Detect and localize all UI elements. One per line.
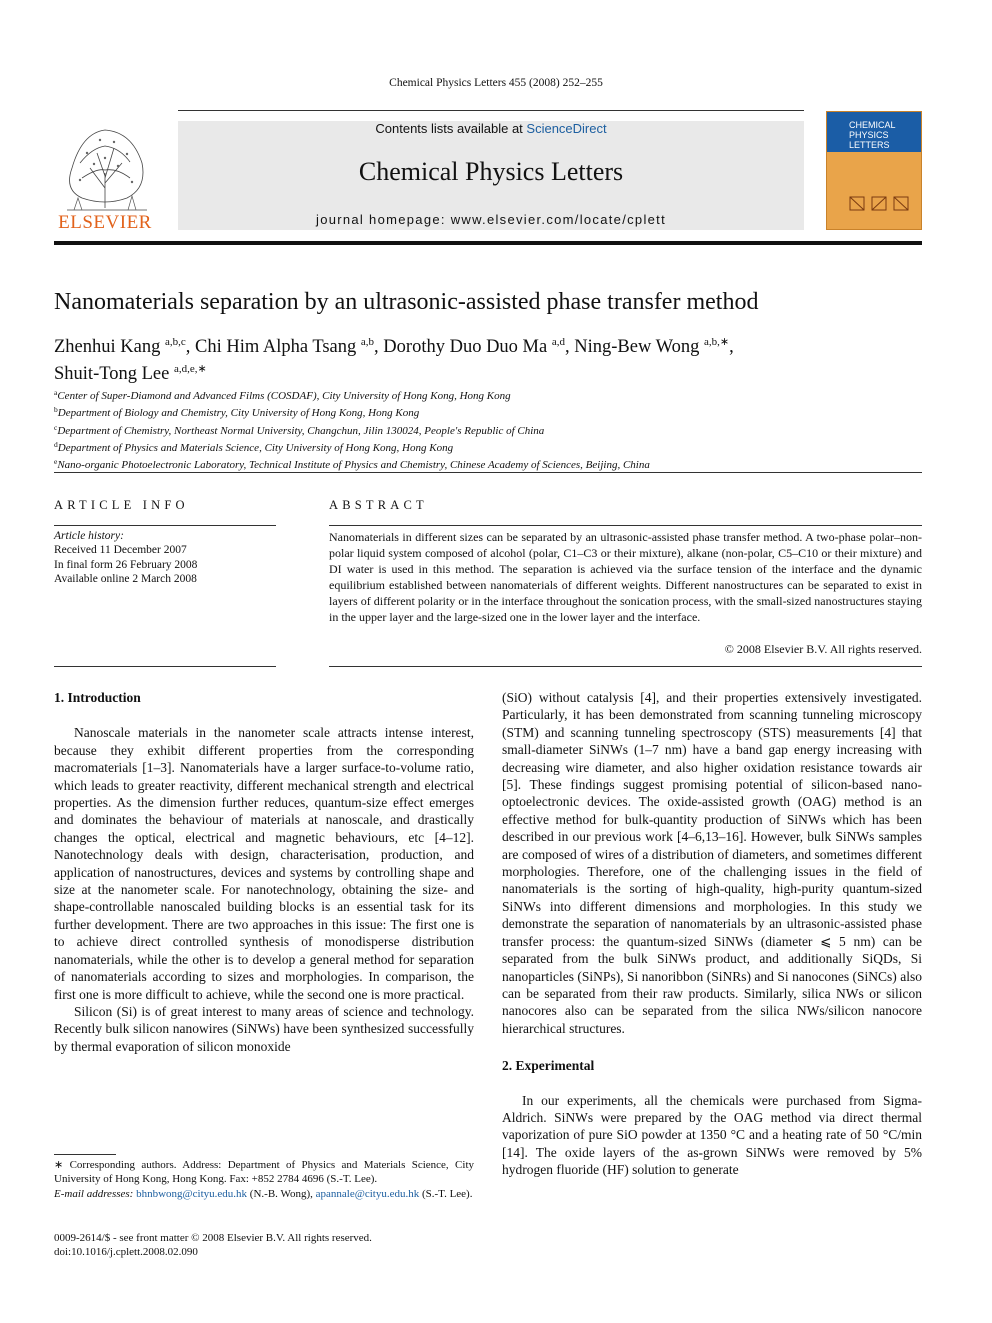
author-separator: , [185,337,191,357]
author-affil-marker: a,b,∗ [703,336,730,348]
affiliation-item [54,386,922,403]
author-affil-marker: a,d,e,∗ [173,363,207,375]
affiliation-text: Department of Physics and Materials Science, City University of Hong Kong, Hong Kong [57,441,454,454]
email-link-wong[interactable]: bhnbwong@cityu.edu.hk [136,1187,248,1200]
author-affil-marker: a,b,c [164,336,186,348]
elsevier-wordmark: ELSEVIER [58,212,152,233]
affiliation-key: d [54,439,58,449]
journal-homepage[interactable]: journal homepage: www.elsevier.com/locate/cplett [316,212,666,227]
journal-name: Chemical Physics Letters [358,157,624,186]
issn-line: 0009-2614/$ - see front matter © 2008 Elsevier B.V. All rights reserved. [54,1232,372,1244]
corresponding-footnote [54,1158,474,1201]
footnote-rule [54,1154,116,1155]
affiliation-text: Department of Chemistry, Northeast Normal University, Changchun, Jilin 130024, People's Republic of China [57,424,545,437]
email-label: E-mail addresses: [54,1187,137,1200]
author-separator: , [729,337,734,357]
affiliation-item [54,455,922,472]
abstract-rule [329,525,922,526]
masthead-thick-rule [54,241,922,245]
email-owner-lee: (S.-T. Lee). [419,1187,473,1200]
header-rule [178,110,804,111]
corresponding-author-note: ∗ Corresponding authors. Address: Department of Physics and Materials Science, City University of Hong Kong, Hong Kong. Fax: +852 2784 4696 (S.-T. Lee). [54,1159,474,1186]
contents-line [178,121,804,136]
author-name[interactable]: Ning-Bew Wong [574,337,700,357]
author-name[interactable]: Zhenhui Kang [54,337,161,357]
affiliation-text: Department of Biology and Chemistry, City University of Hong Kong, Hong Kong [57,407,420,420]
intro-paragraph-2: Silicon (Si) is of great interest to many areas of science and technology. Recently bulk silicon nanowires (SiNWs) have been synthesized successfully by thermal evaporation of silicon monoxide [54,1003,474,1054]
affiliation-list [54,386,922,472]
abstract-copyright: © 2008 Elsevier B.V. All rights reserved. [724,642,922,656]
intro-paragraph-1: Nanoscale materials in the nanometer scale attracts intense interest, because they exhibit different properties from the corresponding macromaterials [1–3]. Nanomaterials have a larger surface-to-volume ratio, which leads to greater reactivity, different mechanical strength and electrical properties. As the dimension further reduces, quantum-size effect emerges and dominates the behaviour of materials at nanoscale, and drastically changes the optical, electrical and magnetic behaviours, etc [4–12]. Nanotechnology deals with design, characterisation, production, and application of nanostructures, devices and systems by controlling shape and size at the nanometer scale. For nanotechnology, obtaining the size- and shape-controllable nanoscaled building blocks is an essential task for its further development. There are two approaches in this issue: The first one is to achieve direct controlled synthesis of monodisperse distribution nanomaterials, while the other is to develop a general method for separation of nanomaterials according to sizes and morphologies. In comparison, the first one is more difficult to achieve, while the second one is more practical. [54,725,474,1002]
history-received: Received 11 December 2007 [54,544,187,557]
article-info-heading: ARTICLE INFO [54,498,189,512]
author-affil-marker: a,d [551,336,565,348]
doi-line[interactable]: doi:10.1016/j.cplett.2008.02.090 [54,1246,198,1259]
experimental-paragraph-1: In our experiments, all the chemicals were purchased from Sigma-Aldrich. SiNWs were prepared by the OAG method via direct thermal vaporization of pure SiO powder at 1350 °C and a heating rate of 50 °C/min [14]. The oxide layers of the as-grown SiNWs were removed by 5% hydrogen fluoride (HF) solution to generate [502,1092,922,1178]
running-head: Chemical Physics Letters 455 (2008) 252–255 [389,77,603,89]
article-info-rule [54,525,276,526]
history-label: Article history: [54,530,124,542]
author-name[interactable]: Chi Him Alpha Tsang [195,337,357,357]
cover-molecule-icon [846,192,912,216]
body-left-column [54,689,474,1055]
affiliation-key: c [54,422,58,432]
author-name[interactable]: Dorothy Duo Duo Ma [383,337,548,357]
article-title: Nanomaterials separation by an ultrasonic-assisted phase transfer method [54,289,759,315]
abstract-heading: ABSTRACT [329,498,428,512]
intro-paragraph-continued: (SiO) without catalysis [4], and their properties extensively investigated. Particularly, it has been demonstrated from scanning tunneling microscopy (STM) and scanning tunneling spectroscopy (STS) measurements [4] that small-diameter SiNWs (1–7 nm) have a band gap energy increasing with decreasing wire diameter, and also higher oxidation resistance towards air [5]. These findings suggest promising potential of silicon-based nano-optoelectronic devices. The oxide-assisted growth (OAG) method is an effective method for bulk-quantity production of SiNWs which has been described in our previous work [4–6,13–16]. However, bulk SiNWs samples are composed of wires of a distribution of diameters, and sometimes different morphologies. Therefore, one of the challenging issues in the field of nanomaterials is the sorting of high-quality, high-purity quantum-sized SiNWs into different dimensions and morphologies. In this study we demonstrate the separation of nanomaterials by an ultrasonic-assisted phase transfer process: the quantum-sized SiNWs (diameter ⩽ 5 nm) can be separated from the bulk SiNWs product, and additionally SiQDs, Si nanoparticles (SiNPs), Si nanoribbon (SiNRs) and Si nanocones (SiNCs) also can be separated from their raw products. Similarly, silica NWs or silicon nanocores also can be separated from the silica NWs/silicon nanocore hierarchical structures. [502,690,922,1036]
author-separator: , [374,337,379,357]
sciencedirect-link[interactable]: ScienceDirect [526,121,607,136]
email-owner-wong: (N.-B. Wong), [247,1187,316,1200]
author-list [54,331,922,385]
front-divider [54,472,922,473]
author-name[interactable]: Shuit-Tong Lee [54,364,170,384]
affiliation-key: b [54,405,58,415]
affiliation-text: Nano-organic Photoelectronic Laboratory, Technical Institute of Physics and Chemistry, Chinese Academy of Sciences, Beijing, China [57,459,650,472]
email-link-lee[interactable]: apannale@cityu.edu.hk [315,1187,420,1200]
history-revised: In final form 26 February 2008 [54,558,198,571]
section-title-introduction: 1. Introduction [54,690,141,705]
article-info-bottom-rule [54,666,276,667]
front-matter [54,1231,474,1260]
history-online: Available online 2 March 2008 [54,572,197,585]
affiliation-key: a [54,388,58,397]
journal-cover-title: CHEMICAL PHYSICS LETTERS [849,120,896,150]
author-affil-marker: a,b [360,336,375,348]
author-separator: , [564,337,570,357]
article-history [54,529,276,586]
section-title-experimental: 2. Experimental [502,1058,595,1074]
affiliation-item [54,403,922,420]
abstract-text: Nanomaterials in different sizes can be separated by an ultrasonic-assisted phase transfer method. A two-phase polar–non-polar liquid system composed of alcohol (polar, C1–C3 or their mixture), alkane (non-polar, C5–C10 or their mixture) and DI water is used in this method. The separation is achieved via the surface tension of the interface and the dynamic equilibrium established between nanomaterials of different weights. Different nanostructures can be separated to exist in layers of different polarity or in the interface throughout the sonication process, with the small-sized nanostructures staying in the upper layer and the large-sized one in the lower layer and the interface. [329,530,922,624]
contents-prefix: Contents lists available at [375,121,527,136]
affiliation-key: e [54,457,58,467]
affiliation-text: Center of Super-Diamond and Advanced Films (COSDAF), City University of Hong Kong, Hong Kong [57,390,511,402]
affiliation-item [54,438,922,455]
body-right-column [502,689,922,1179]
abstract-bottom-rule [329,666,922,667]
email-line [54,1187,474,1201]
affiliation-item [54,421,922,438]
